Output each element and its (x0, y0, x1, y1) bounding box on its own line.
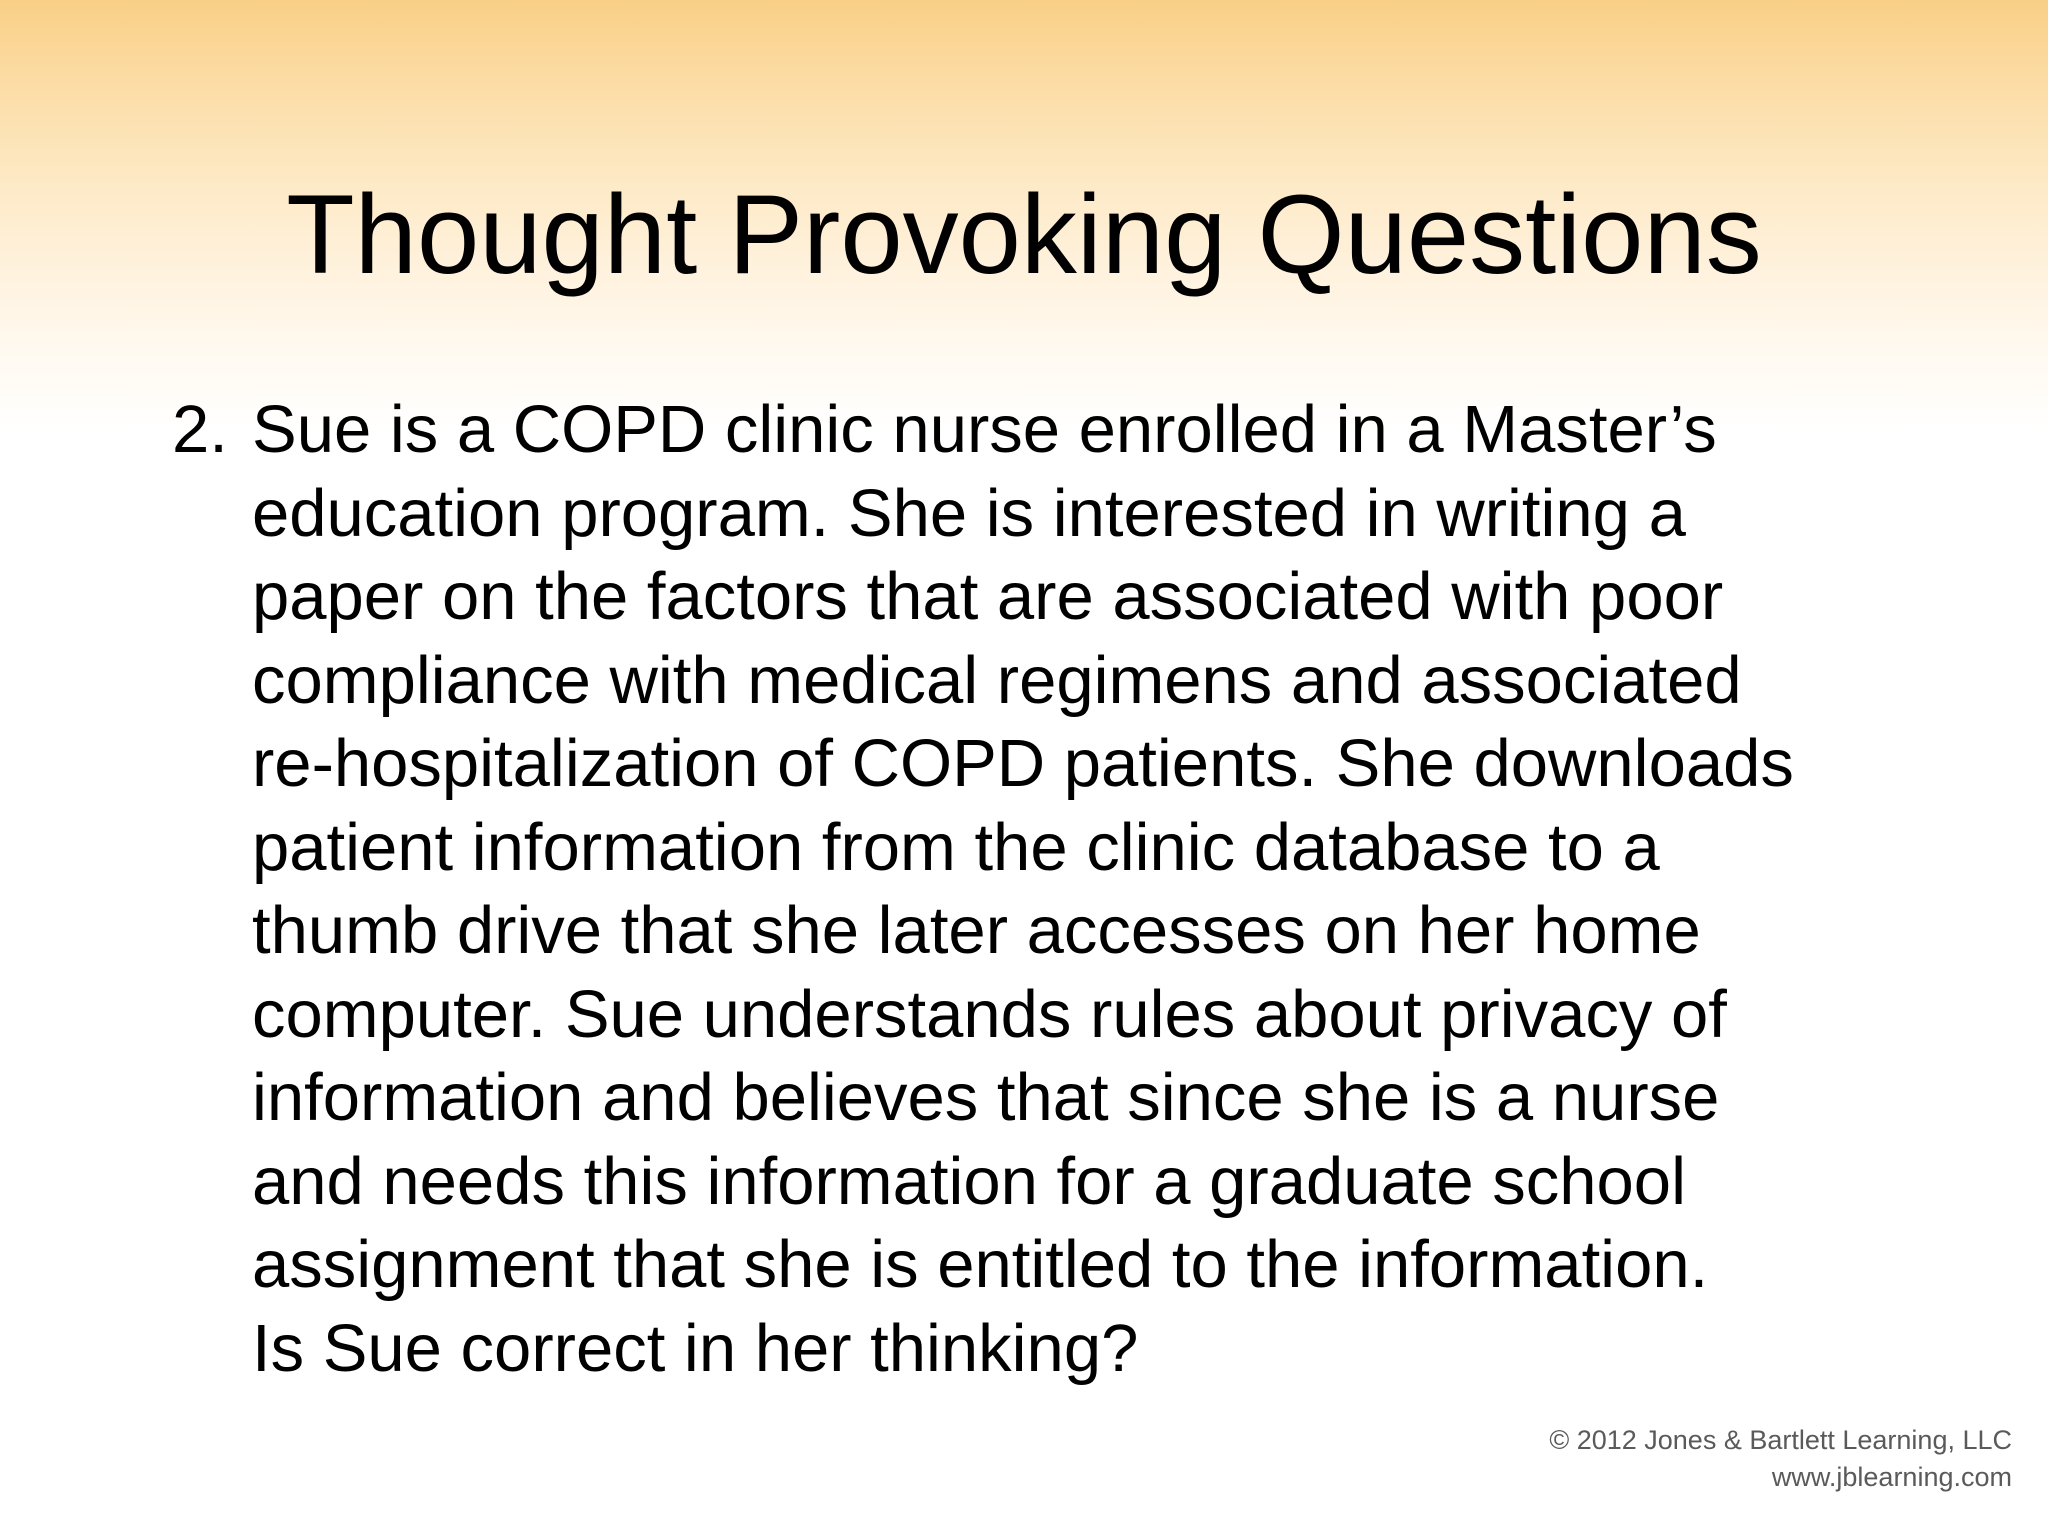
copyright-notice (1549, 1422, 2012, 1496)
question-line: assignment that she is entitled to the information. (252, 1227, 1709, 1302)
question-line: paper on the factors that are associated with poor (252, 559, 1724, 634)
question-line: re-hospitalization of COPD patients. She downloads (252, 726, 1794, 801)
question-line: Is Sue correct in her thinking? (252, 1310, 1139, 1386)
question-line: thumb drive that she later accesses on her home (252, 893, 1701, 968)
question-line: compliance with medical regimens and associated (252, 642, 1742, 718)
copyright-text: © 2012 Jones & Bartlett Learning, LLC (1549, 1425, 2012, 1455)
question-item (172, 388, 1972, 1390)
question-line: education program. She is interested in writing a (252, 475, 1686, 551)
question-text (252, 388, 1972, 1390)
question-line: information and believes that since she is a nurse (252, 1060, 1720, 1135)
question-line: computer. Sue understands rules about privacy of (252, 976, 1727, 1052)
publisher-website: www.jblearning.com (1771, 1462, 2012, 1492)
question-line: and needs this information for a graduate school (252, 1143, 1686, 1219)
slide-title: Thought Provoking Questions (286, 172, 1762, 297)
question-number: 2. (172, 392, 228, 467)
question-line: Sue is a COPD clinic nurse enrolled in a Master’s (252, 392, 1717, 467)
question-line: patient information from the clinic database to a (252, 809, 1660, 885)
